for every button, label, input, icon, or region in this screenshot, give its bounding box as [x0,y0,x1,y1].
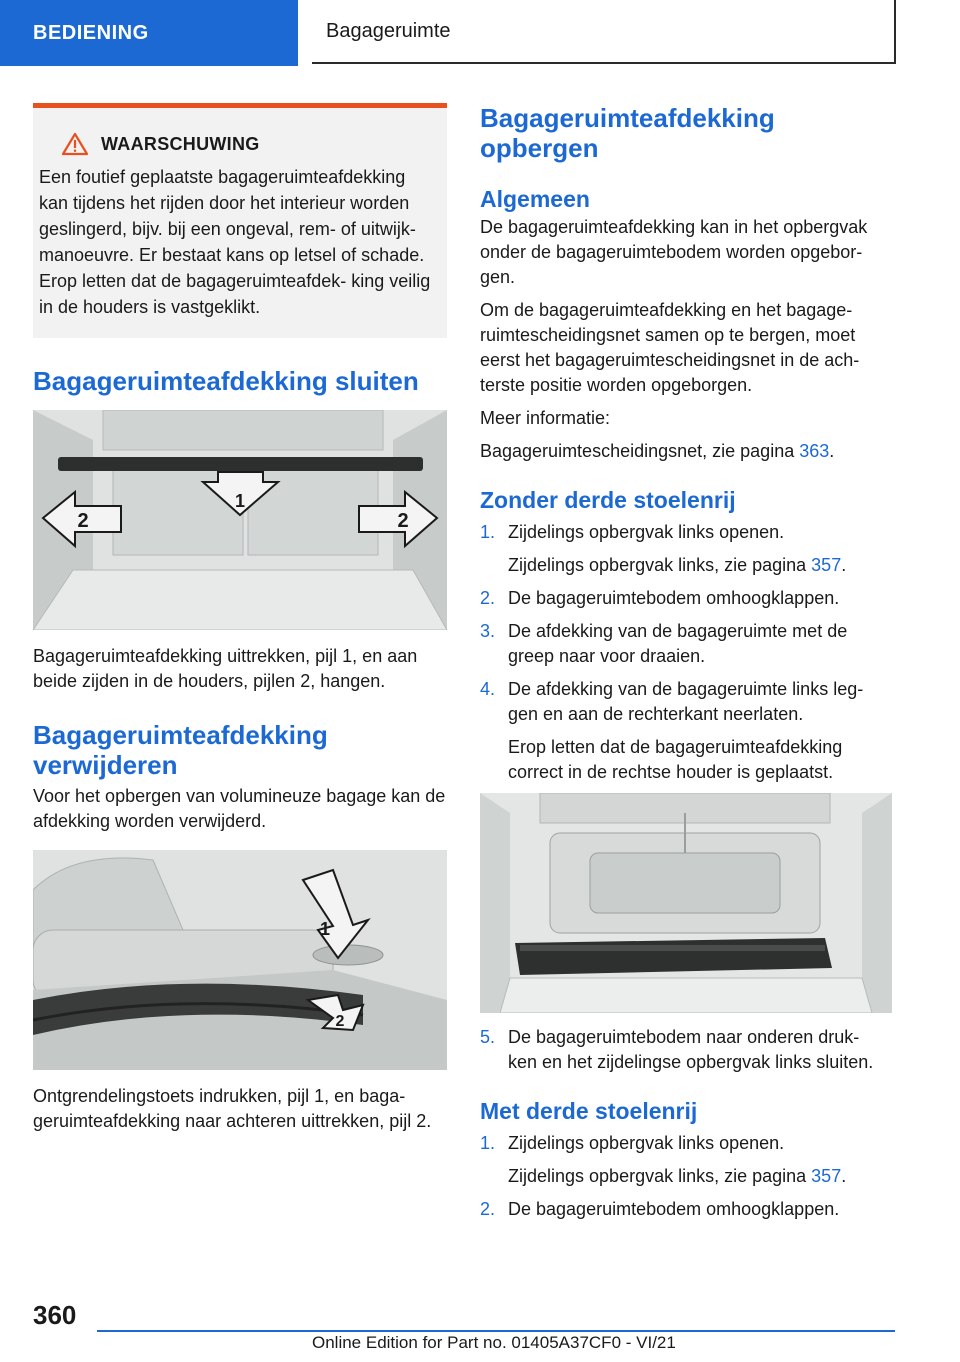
step-number: 1. [480,1133,496,1153]
figure-label-pull-2: 2 [335,1013,345,1030]
step-reference [508,1164,846,1189]
heading-with-third-row: Met derde stoelenrij [480,1098,698,1124]
steps-with-third-row [480,1131,892,1222]
step-body [508,586,839,611]
steps-without-third-row-continued [480,1025,892,1075]
warning-text: Een foutief geplaatste bagageruimteafdekking kan tijdens het rijden door het interieur worden geslingerd, bijv. bij een ongeval, rem- of uitwijk- manoeuvre. Er bestaat kans op letsel of schade. Erop letten dat de bagageruimteafdek- king veilig in de houders is vastgeklikt. [39,167,431,317]
heading-close-cover: Bagageruimteafdekking sluiten [33,366,419,396]
step-item [480,619,892,669]
step-text: De bagageruimtebodem omhoogklappen. [508,588,840,608]
step-text: De bagageruimtebodem naar onderen druk- ken en het zijdelingse opbergvak links sluiten. [508,1027,874,1072]
figure-label-arrow-2-left: 2 [77,510,89,532]
step-number: 2. [480,588,496,608]
step-number: 1. [480,522,496,542]
step-reference-end: . [841,555,847,575]
step-number: 5. [480,1027,496,1047]
section-tab[interactable]: BEDIENING [0,0,298,66]
warning-header [61,132,439,156]
step-text: De afdekking van de bagageruimte links leg- gen en aan de rechterkant neerlaten. [508,679,864,724]
heading-store-cover: Bagageruimteafdekking opbergen [480,103,775,163]
figure-remove-cover [33,850,447,1070]
text-more-info: Meer informatie: [480,408,611,428]
caption-remove-cover: Ontgrendelingstoets indrukken, pijl 1, en baga- geruimteafdekking naar achteren uittrekken, pijl 2. [33,1086,432,1131]
step-number: 2. [480,1199,496,1219]
figure-label-arrow-2-right: 2 [397,510,409,532]
caption-close-cover: Bagageruimteafdekking uittrekken, pijl 1, en aan beide zijden in de houders, pijlen 2, hangen. [33,646,418,691]
warning-triangle-icon [61,132,89,156]
footer-divider [97,1330,895,1332]
step-note: Erop letten dat de bagageruimteafdekking correct in de rechtse houder is geplaatst. [508,737,843,782]
figure-close-cover-illustration [33,410,447,630]
text-general-2: Om de bagageruimteafdekking en het bagage- ruimtescheidingsnet samen op te bergen, moet eerst het bagageruimtescheidingsnet in de ach- terste positie worden opgeborgen. [480,300,860,395]
step-reference-text: Zijdelings opbergvak links, zie pagina [508,555,812,575]
page-link-357[interactable]: 357 [811,1166,842,1186]
figure-label-arrow-1: 1 [234,491,246,511]
reference-net-end: . [829,441,835,461]
topic-title: Bagageruimte [312,0,896,64]
step-reference-text: Zijdelings opbergvak links, zie pagina [508,1166,812,1186]
step-number: 3. [480,621,496,641]
step-text: Zijdelings opbergvak links openen. [508,1133,785,1153]
steps-without-third-row [480,520,892,785]
step-body [508,1197,839,1222]
step-body [508,1131,846,1189]
right-column [480,103,892,1230]
heading-general: Algemeen [480,186,590,212]
step-body [508,520,846,578]
step-text: De bagageruimtebodem omhoogklappen. [508,1199,840,1219]
page-link-357[interactable]: 357 [811,555,842,575]
warning-box [33,103,447,338]
page-header [0,0,960,66]
step-body [508,677,892,785]
left-column [33,103,447,1134]
step-body [508,1025,892,1075]
figure-store-cover [480,793,892,1013]
figure-close-cover [33,410,447,630]
heading-remove-cover: Bagageruimteafdekking verwijderen [33,720,328,780]
text-general-1: De bagageruimteafdekking kan in het opbergvak onder de bagageruimtebodem worden opgebor- gen. [480,217,868,287]
text-remove-cover: Voor het opbergen van volumineuze bagage kan de afdekking worden verwijderd. [33,786,446,831]
reference-net-text: Bagageruimtescheidingsnet, zie pagina [480,441,800,461]
figure-remove-cover-illustration [33,850,447,1070]
footer-edition: Online Edition for Part no. 01405A37CF0 - VI/21 [312,1333,676,1352]
heading-without-third-row: Zonder derde stoelenrij [480,487,736,513]
page-link-363[interactable]: 363 [799,441,830,461]
step-item [480,1025,892,1075]
step-item [480,586,892,611]
step-text: Zijdelings opbergvak links openen. [508,522,785,542]
step-reference [508,553,846,578]
step-item [480,1131,892,1189]
step-reference-end: . [841,1166,847,1186]
warning-title: WAARSCHUWING [101,133,260,154]
step-item [480,677,892,785]
step-body [508,619,892,669]
step-item [480,520,892,578]
figure-store-cover-illustration [480,793,892,1013]
step-text: De afdekking van de bagageruimte met de greep naar voor draaien. [508,621,848,666]
step-item [480,1197,892,1222]
step-number: 4. [480,679,496,699]
figure-label-release-1: 1 [319,919,331,939]
text-reference-net [480,439,892,464]
page-number: 360 [33,1300,77,1330]
